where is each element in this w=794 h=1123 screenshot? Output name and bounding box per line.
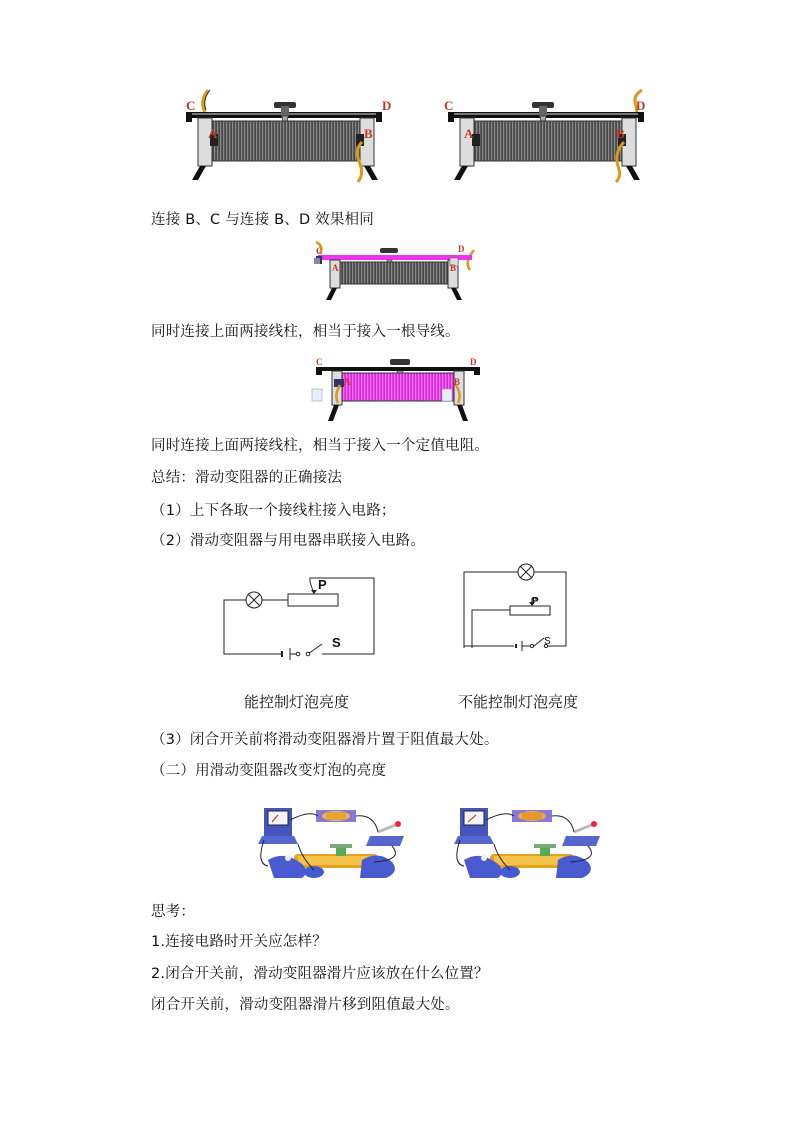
rheostat-figure-right — [440, 88, 652, 184]
terminal-d-label: D — [636, 98, 646, 113]
terminal-d-label: D — [382, 98, 392, 113]
text-line-3: 同时连接上面两接线柱，相当于接入一个定值电阻。 — [151, 438, 490, 454]
terminal-a-label: A — [344, 377, 351, 387]
text-line-6: （2）滑动变阻器与用电器串联接入电路。 — [151, 533, 426, 549]
caption-circuit-right: 不能控制灯泡亮度 — [458, 693, 579, 711]
rheostat-figure-left — [178, 88, 390, 184]
rheostat-figure-top-terminals — [310, 240, 480, 302]
terminal-c-label: C — [316, 246, 323, 256]
text-line-9: 思考： — [151, 904, 196, 920]
caption-circuit-left: 能控制灯泡亮度 — [244, 693, 350, 711]
terminal-d-label: D — [470, 357, 477, 367]
terminal-b-label: B — [616, 126, 625, 141]
lab-apparatus-figure-left — [254, 800, 410, 886]
rheostat-figure-bottom-terminals — [310, 355, 486, 427]
text-line-1: 连接 B、C 与连接 B、D 效果相同 — [151, 212, 374, 228]
text-line-5: （1）上下各取一个接线柱接入电路； — [151, 503, 396, 519]
terminal-b-label: B — [450, 263, 457, 273]
terminal-c-label: C — [316, 357, 323, 367]
text-line-12: 闭合开关前，滑动变阻器滑片移到阻值最大处。 — [151, 997, 460, 1013]
text-line-4: 总结：滑动变阻器的正确接法 — [151, 470, 343, 486]
terminal-d-label: D — [458, 244, 465, 254]
terminal-b-label: B — [454, 377, 461, 387]
terminal-c-label: C — [186, 98, 196, 113]
switch-s-label: S — [544, 636, 551, 647]
text-line-8: （二）用滑动变阻器改变灯泡的亮度 — [151, 763, 387, 779]
lab-apparatus-figure-right — [450, 800, 606, 886]
terminal-c-label: C — [444, 98, 454, 113]
text-line-2: 同时连接上面两接线柱，相当于接入一根导线。 — [151, 324, 460, 340]
slider-p-label: P — [532, 596, 539, 607]
text-line-10: 1.连接电路时开关应怎样？ — [151, 934, 327, 950]
terminal-a-label: A — [464, 126, 474, 141]
slider-p-label: P — [318, 577, 327, 592]
circuit-diagram-left — [218, 568, 380, 664]
text-line-11: 2.闭合开关前，滑动变阻器滑片应该放在什么位置？ — [151, 966, 489, 982]
terminal-b-label: B — [364, 126, 373, 141]
terminal-a-label: A — [208, 126, 218, 141]
terminal-a-label: A — [332, 263, 339, 273]
text-line-7: （3）闭合开关前将滑动变阻器滑片置于阻值最大处。 — [151, 732, 499, 748]
switch-s-label: S — [332, 635, 341, 650]
circuit-diagram-right — [460, 562, 572, 658]
